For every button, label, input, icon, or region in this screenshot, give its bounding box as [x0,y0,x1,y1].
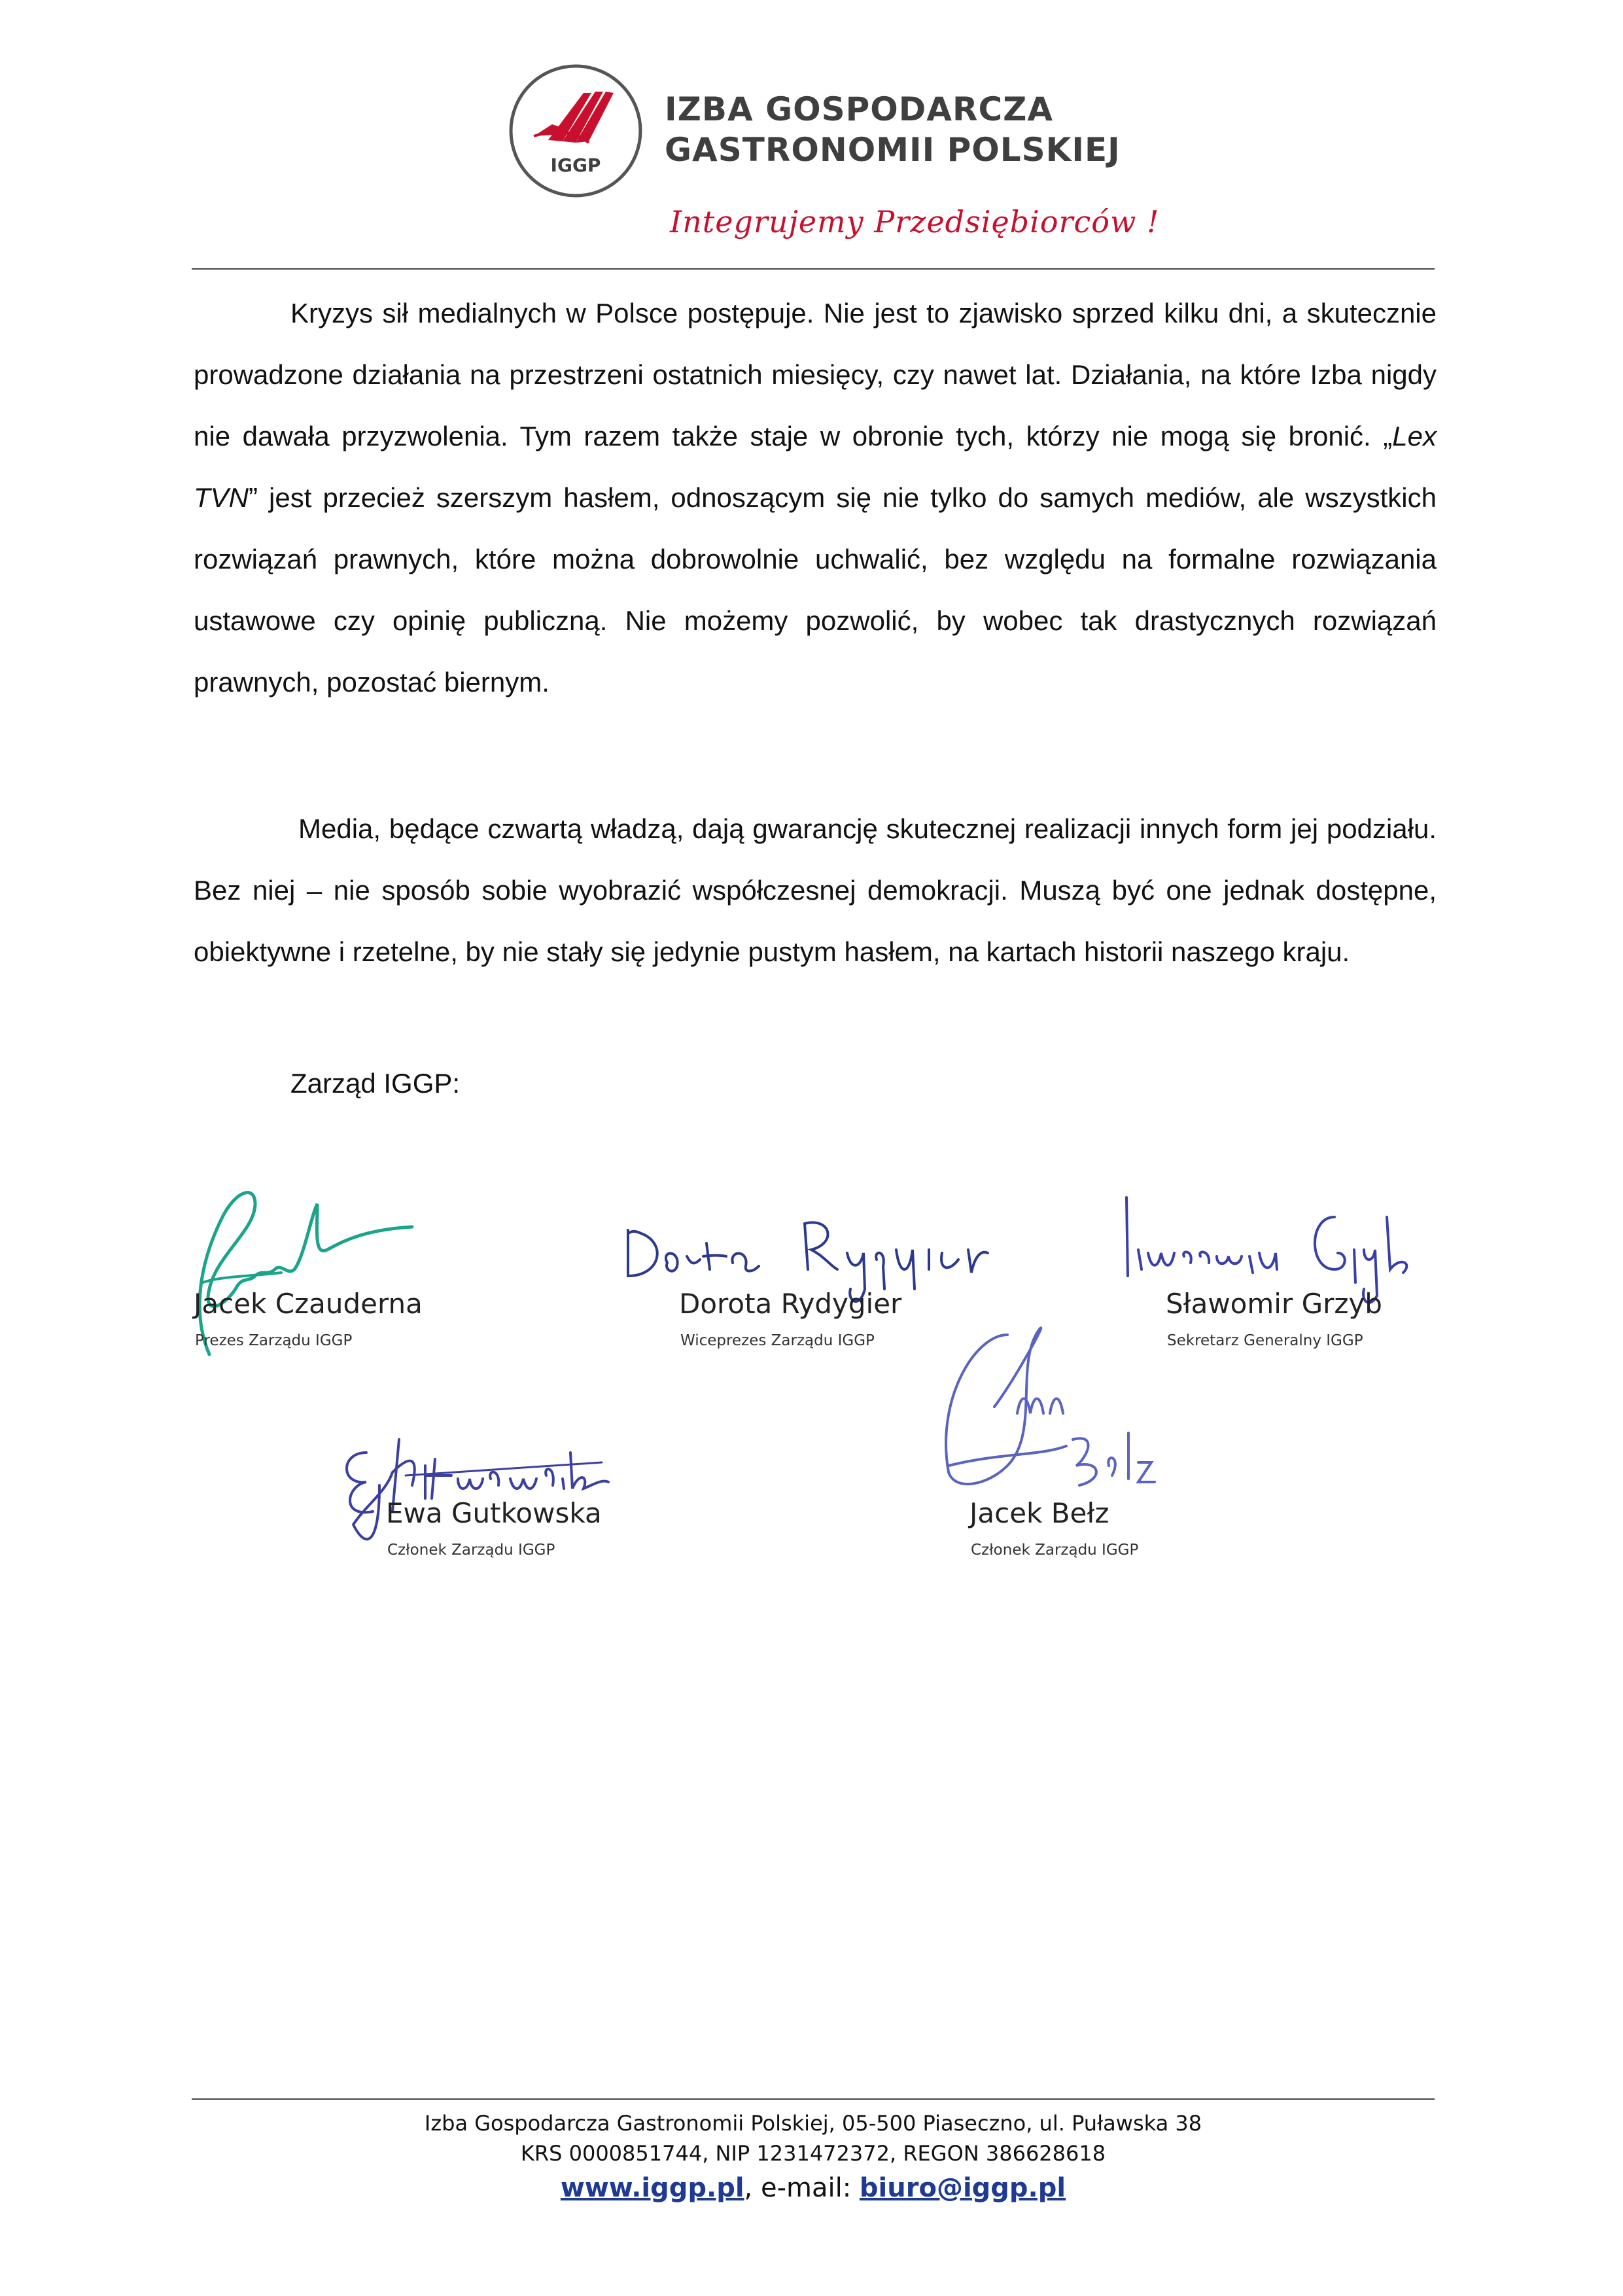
signatory-role: Wiceprezes Zarządu IGGP [680,1332,875,1349]
email-link[interactable]: biuro@iggp.pl [859,2173,1066,2203]
signatory-name: Jacek Bełz [969,1497,1109,1529]
paragraph-2-text: Media, będące czwartą władzą, dają gwarancję skutecznej realizacji innych form jej podziału. Bez niej – nie sposób sobie wyobrazić współczesnej demokracji. Muszą być one jednak dostępne, obiektywne i rzetelne, by nie stały się jedynie pustym hasłem, na kartach historii naszego kraju. [194,813,1437,967]
signatory-name: Sławomir Grzyb [1166,1288,1382,1320]
footer-divider [192,2098,1435,2100]
paragraph-1-italic: Lex TVN [194,421,1437,513]
handwritten-signature-gutkowska [327,1413,654,1557]
paragraph-1-part-a: Kryzys sił medialnych w Polsce postępuje. Nie jest to zjawisko sprzed kilku dni, a skutecznie prowadzone działania na przestrzeni ostatnich miesięcy, czy nawet lat. Działania, na które Izba nigdy nie dawała przyzwolenia. Tym razem także staje w obronie tych, którzy nie mogą się bronić. „ [194,298,1437,451]
org-name-line2: GASTRONOMII POLSKIEJ [665,131,1121,169]
logo-text: IGGP [550,154,601,176]
handwritten-signature-belz [909,1322,1184,1505]
header-divider [192,268,1435,270]
paragraph-1 [194,283,1437,713]
website-link[interactable]: www.iggp.pl [560,2173,744,2203]
paragraph-2 [194,798,1437,983]
closing-line: Zarząd IGGP: [290,1068,461,1099]
org-name-line1: IZBA GOSPODARCZA [665,90,1054,128]
organization-name [665,89,1121,170]
footer-contact [192,2168,1435,2208]
iggp-logo [508,63,644,199]
email-label: , e-mail: [744,2173,860,2203]
paragraph-1-part-b: ” jest przecież szerszym hasłem, odnoszącym się nie tylko do samych mediów, ale wszystkich rozwiązań prawnych, które można dobrowolnie uchwalić, bez względu na formalne rozwiązania ustawowe czy opinię publiczną. Nie możemy pozwolić, by wobec tak drastycznych rozwiązań prawnych, pozostać biernym. [194,482,1437,698]
signatory-name: Dorota Rydygier [679,1288,902,1320]
tagline: Integrujemy Przedsiębiorców ! [670,204,1160,239]
footer [192,2108,1435,2208]
signatory-role: Sekretarz Generalny IGGP [1167,1332,1363,1349]
signatory-role: Prezes Zarządu IGGP [195,1332,353,1349]
signatory-name: Jacek Czauderna [194,1288,423,1320]
footer-registry: KRS 0000851744, NIP 1231472372, REGON 386628618 [520,2141,1106,2166]
signatory-role: Członek Zarządu IGGP [387,1542,555,1559]
signatory-role: Członek Zarządu IGGP [971,1542,1139,1559]
signature-block-czauderna [164,1178,438,1374]
signature-block-belz [909,1322,1184,1583]
signature-block-gutkowska [327,1413,667,1583]
footer-address: Izba Gospodarcza Gastronomii Polskiej, 05-500 Piaseczno, ul. Puławska 38 [424,2111,1202,2136]
signatory-name: Ewa Gutkowska [386,1497,602,1529]
